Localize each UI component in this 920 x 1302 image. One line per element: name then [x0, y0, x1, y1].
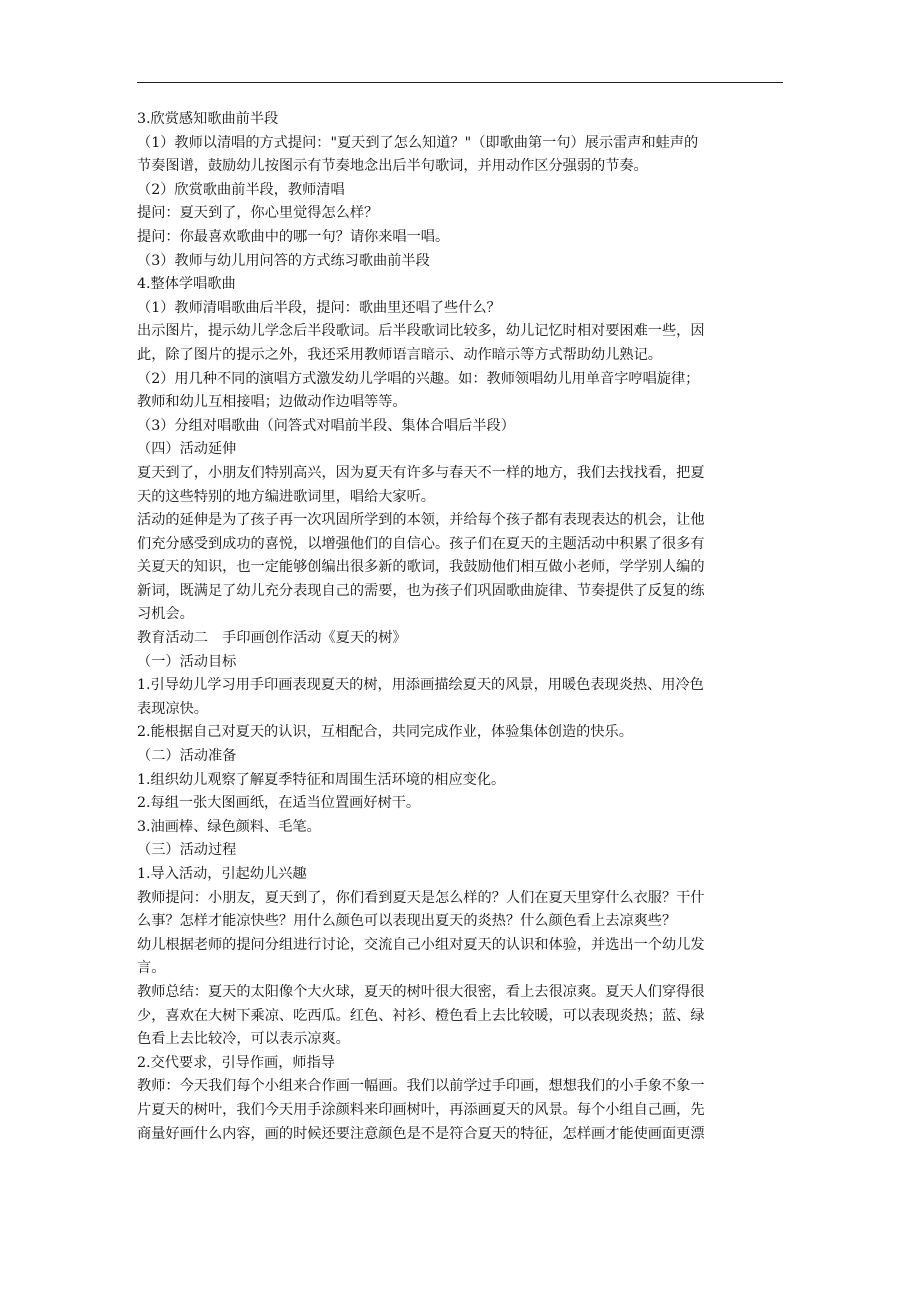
text-line: 新词，既满足了幼儿充分表现自己的需要，也为孩子们巩固歌曲旋律、节奏提供了反复的练: [137, 582, 705, 599]
text-line: 教师总结：夏天的太阳像个大火球，夏天的树叶很大很密，看上去很凉爽。夏天人们穿得很: [137, 983, 705, 1000]
text-line: 1.组织幼儿观察了解夏季特征和周围生活环境的相应变化。: [137, 771, 506, 788]
text-line: （三）活动过程: [137, 842, 237, 859]
text-line: 教育活动二 手印画创作活动《夏天的树》: [137, 630, 407, 647]
text-line: 教师：今天我们每个小组来合作画一幅画。我们以前学过手印画，想想我们的小手象不象一: [137, 1078, 705, 1095]
text-line: 此，除了图片的提示之外，我还采用教师语言暗示、动作暗示等方式帮助幼儿熟记。: [137, 346, 662, 363]
text-line: 2.每组一张大图画纸，在适当位置画好树干。: [137, 795, 421, 812]
header-rule: [137, 82, 783, 83]
text-line: （3）教师与幼儿用问答的方式练习歌曲前半段: [137, 252, 430, 269]
text-line: 活动的延伸是为了孩子再一次巩固所学到的本领，并给每个孩子都有表现表达的机会，让他: [137, 512, 705, 529]
text-line: （四）活动延伸: [137, 441, 237, 458]
text-line: 3.欣赏感知歌曲前半段: [137, 111, 279, 127]
text-line: 节奏图谱，鼓励幼儿按图示有节奏地念出后半句歌词，并用动作区分强弱的节奏。: [137, 158, 648, 175]
text-line: 么事？怎样才能凉快些？用什么颜色可以表现出夏天的炎热？什么颜色看上去凉爽些？: [137, 913, 677, 930]
text-line: （1）教师以清唱的方式提问："夏天到了怎么知道？"（即歌曲第一句）展示雷声和蛙声的: [137, 134, 699, 151]
text-line: 幼儿根据老师的提问分组进行讨论，交流自己小组对夏天的认识和体验，并选出一个幼儿发: [137, 936, 705, 953]
text-line: 言。: [137, 960, 166, 977]
text-line: 2.能根据自己对夏天的认识，互相配合，共同完成作业，体验集体创造的快乐。: [137, 724, 633, 741]
text-line: 习机会。: [137, 606, 194, 623]
text-line: 们充分感受到成功的喜悦，以增强他们的自信心。孩子们在夏天的主题活动中积累了很多有: [137, 535, 705, 552]
text-line: 商量好画什么内容，画的时候还要注意颜色是不是符合夏天的特征，怎样画才能使画面更漂: [137, 1125, 705, 1142]
text-line: 夏天到了，小朋友们特别高兴，因为夏天有许多与春天不一样的地方，我们去找找看，把夏: [137, 464, 705, 481]
text-line: （3）分组对唱歌曲（问答式对唱前半段、集体合唱后半段）: [137, 417, 515, 434]
text-line: 出示图片，提示幼儿学念后半段歌词。后半段歌词比较多，幼儿记忆时相对要困难一些，因: [137, 323, 705, 340]
text-line: 片夏天的树叶，我们今天用手涂颜料来印画树叶，再添画夏天的风景。每个小组自己画，先: [137, 1101, 705, 1118]
text-line: （一）活动目标: [137, 653, 237, 670]
text-line: （2）欣赏歌曲前半段，教师清唱: [137, 181, 345, 198]
text-line: （2）用几种不同的演唱方式激发幼儿学唱的兴趣。如：教师领唱幼儿用单音字哼唱旋律；: [137, 370, 700, 387]
text-line: 1.引导幼儿学习用手印画表现夏天的树，用添画描绘夏天的风景，用暖色表现炎热、用冷色: [137, 677, 704, 694]
text-line: （二）活动准备: [137, 748, 237, 765]
text-line: 色看上去比较冷，可以表示凉爽。: [137, 1031, 350, 1048]
text-line: 提问：夏天到了，你心里觉得怎么样？: [137, 205, 379, 222]
text-line: 2.交代要求，引导作画，师指导: [137, 1054, 335, 1071]
text-line: 4.整体学唱歌曲: [137, 276, 236, 293]
text-line: 教师提问：小朋友，夏天到了，你们看到夏天是怎么样的？人们在夏天里穿什么衣服？干什: [137, 889, 705, 906]
text-line: 3.油画棒、绿色颜料、毛笔。: [137, 818, 321, 835]
document-body: [137, 108, 785, 1146]
text-line: 提问：你最喜欢歌曲中的哪一句？请你来唱一唱。: [137, 228, 450, 245]
text-line: 天的这些特别的地方编进歌词里，唱给大家听。: [137, 488, 435, 505]
text-line: （1）教师清唱歌曲后半段，提问：歌曲里还唱了些什么？: [137, 299, 501, 316]
text-line: 1.导入活动，引起幼儿兴趣: [137, 866, 307, 882]
text-line: 教师和幼儿互相接唱；边做动作边唱等等。: [137, 394, 407, 411]
text-line: 关夏天的知识，也一定能够创编出很多新的歌词，我鼓励他们相互做小老师，学学别人编的: [137, 559, 705, 576]
text-line: 表现凉快。: [137, 700, 208, 717]
text-line: 少，喜欢在大树下乘凉、吃西瓜。红色、衬衫、橙色看上去比较暖，可以表现炎热；蓝、绿: [137, 1007, 705, 1024]
